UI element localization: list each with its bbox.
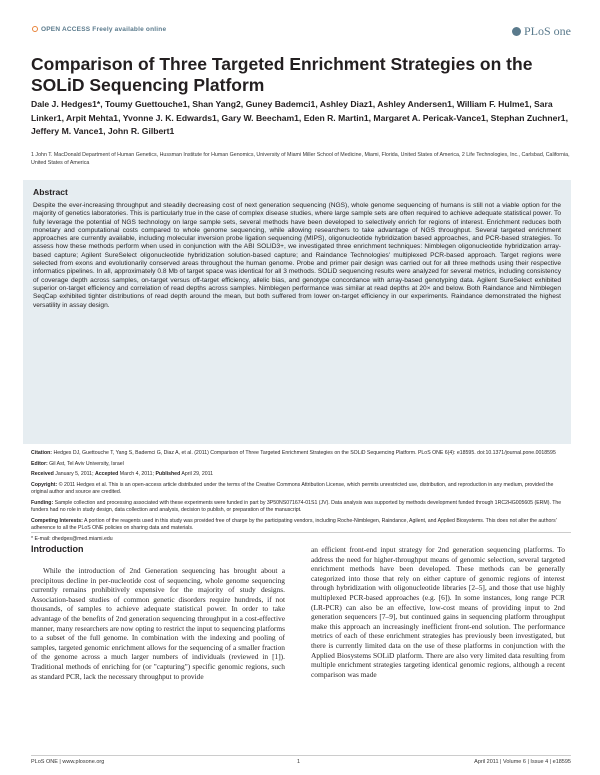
- abstract-heading: Abstract: [33, 187, 68, 197]
- email-link[interactable]: * E-mail: dhedges@med.miami.edu: [31, 535, 113, 542]
- editor: Editor: Gil Ast, Tel Aviv University, Israel: [31, 460, 124, 467]
- journal-header: [31, 24, 571, 40]
- plos-logo-icon: [512, 27, 521, 36]
- section-divider: [31, 532, 571, 533]
- intro-paragraph-1: While the introduction of 2nd Generation sequencing has brought about a precipitous decline in per-nucleotide cost of sequencing, whole genome sequencing currently remains prohibitively expensive for the majority of study designs. Association-based studies of common genetic disorders require hundreds, if not thousands, of samples to achieve adequate statistical power. In order to take advantage of the benefits of 2nd generation sequencing throughput in a cost-effective manner, many researchers are now opting to restrict the input to sequencing platforms to a subset of the full genome. In combination with the indexing and pooling of samples, targeted genomic enrichment allows for the sequencing of a smaller fraction of the genome across a much larger numbers of individuals (reviewed in [1]). Traditional methods of enriching for (or "capturing") specific genomic regions, such as standard PCR, lack the necessary throughput to provide: [31, 566, 285, 681]
- open-access-label: OPEN ACCESS Freely available online: [31, 26, 166, 33]
- abstract-section: [23, 180, 571, 444]
- intro-paragraph-2: an efficient front-end input strategy for 2nd generation sequencing platforms. To address the need for higher-throughput means of genomic selection, several targeted enrichment methods have been developed. These methods can be generally categorized into those that rely on either capture of genomic regions of interest through hybridization with oligonucleotide libraries [2–5], and those that use highly multiplexed PCR-based approaches (e.g. [6]). In some instances, long range PCR (LR-PCR) can also be an effective, low-cost means of providing input to 2nd generation sequencers [7–9], but continued gains in sequencing platform throughput make this approach an increasingly inefficient front-end solution. The performance metrics of each of these enrichment strategies has previously been investigated, but there is currently limited data on the use of these platforms in conjunction with the Applied Biosystems SOLiD platform. There are also very limited data resulting from multiple enrichment strategies targeting identical genomic regions, although a recent comparison was made: [311, 545, 565, 679]
- footer-issue: April 2011 | Volume 6 | Issue 4 | e18595: [474, 759, 571, 765]
- author-list: Dale J. Hedges1*, Toumy Guettouche1, Shan Yang2, Guney Bademci1, Ashley Diaz1, Ashley Andersen1, William F. Hulme1, Sara Linker1, Arpit Mehta1, Yvonne J. K. Edwards1, Gary W. Beecham1, Eden R. Martin1, Margaret A. Pericak-Vance1, Stephan Zuchner1, Jeffery M. Vance1, John R. Gilbert1: [31, 99, 568, 136]
- competing-interests: Competing Interests: A portion of the reagents used in this study was provided free of charge by the participating vendors, including Roche-Nimblegen, Raindance, Agilent, and Applied Biosystems. This does not alter the authors' adherence to all the PLoS ONE policies on sharing data and materials.: [31, 517, 557, 532]
- dates: Received January 5, 2011; Accepted March 4, 2011; Published April 29, 2011: [31, 471, 214, 478]
- copyright: Copyright: © 2011 Hedges et al. This is an open-access article distributed under the terms of the Creative Commons Attribution License, which permits unrestricted use, distribution, and reproduction in any medium, provided the original author and source are credited.: [31, 482, 554, 496]
- body-column-right: [311, 545, 565, 679]
- citation: Citation: Hedges DJ, Guettouche T, Yang S, Bademci G, Diaz A, et al. (2011) Comparison of Three Targeted Enrichment Strategies on the SOLiD Sequencing Platform. PLoS ONE 6(4): e18595. doi:10.1371/journal.pone.0018595: [31, 450, 556, 456]
- paper-title: Comparison of Three Targeted Enrichment Strategies on the SOLiD Sequencing Platform: [31, 54, 533, 95]
- funding: Funding: Sample collection and processing associated with these experiments were funded in part by 3P50NS071674-01S1 (JV). Data analysis was supported by methods development funded through 1RC2HG005605 (ERM). The funders had no role in study design, data collection and analysis, decision to publish, or preparation of the manuscript.: [31, 500, 562, 514]
- open-access-icon: [32, 26, 38, 32]
- affiliations: 1 John T. MacDonald Department of Human Genetics, Hussman Institute for Human Genomics, University of Miami Miller School of Medicine, Miami, Florida, United States of America, 2 Life Technologies, Inc., Carlsbad, California, United States of America: [31, 152, 570, 166]
- footer-journal: PLoS ONE | www.plosone.org: [31, 759, 105, 765]
- page-footer: [31, 755, 571, 765]
- abstract-text: Despite the ever-increasing throughput and steadily decreasing cost of next generation sequencing (NGS), whole genome sequencing of humans is still not a viable option for the majority of genetics laboratories. This is particularly true in the case of complex disease studies, where large sample sets are often required to achieve adequate statistical power. To fully leverage the potential of NGS technology on large sample sets, several methods have been developed to selectively enrich for regions of interest. Enrichment reduces both monetary and computational costs compared to whole genome sequencing, while allowing researchers to take advantage of NGS throughput. Several targeted enrichment approaches are currently available, including molecular inversion probe ligation sequencing (MIPS), oligonucleotide hybridization based approaches, and PCR-based strategies. To assess how these methods perform when used in conjunction with the ABI SOLID3+, we investigated three enrichment techniques: Nimblegen oligonucleotide hybridization array-based capture; Agilent SureSelect oligonucleotide hybridization solution-based capture; and Raindance Technologies' multiplexed PCR-based approach. Target regions were selected from exons and evolutionarily conserved areas throughout the human genome. Probe and primer pair design was carried out for all three methods using their respective informatics pipelines. In all, approximately 0.8 Mb of target space was identical for all 3 methods. SOLiD sequencing results were analyzed for several metrics, including consistency of coverage depth across samples, on-target versus off-target efficiency, allelic bias, and genotype concordance with array-based genotyping data. Agilent SureSelect exhibited superior on-target efficiency and correlation of read depths across samples. Nimblegen performance was similar at read depths at 20× and below. Both Raindance and Nimblegen SeqCap exhibited tighter distributions of read depth around the mean, but both suffered from lower on-target efficiency in our experiments. Raindance demonstrated the highest versatility in assay design.: [33, 202, 561, 309]
- body-column-left: [31, 566, 285, 681]
- introduction-heading: Introduction: [31, 544, 84, 554]
- page-number: 1: [297, 759, 301, 765]
- plos-one-logo: PLoS one: [512, 24, 571, 39]
